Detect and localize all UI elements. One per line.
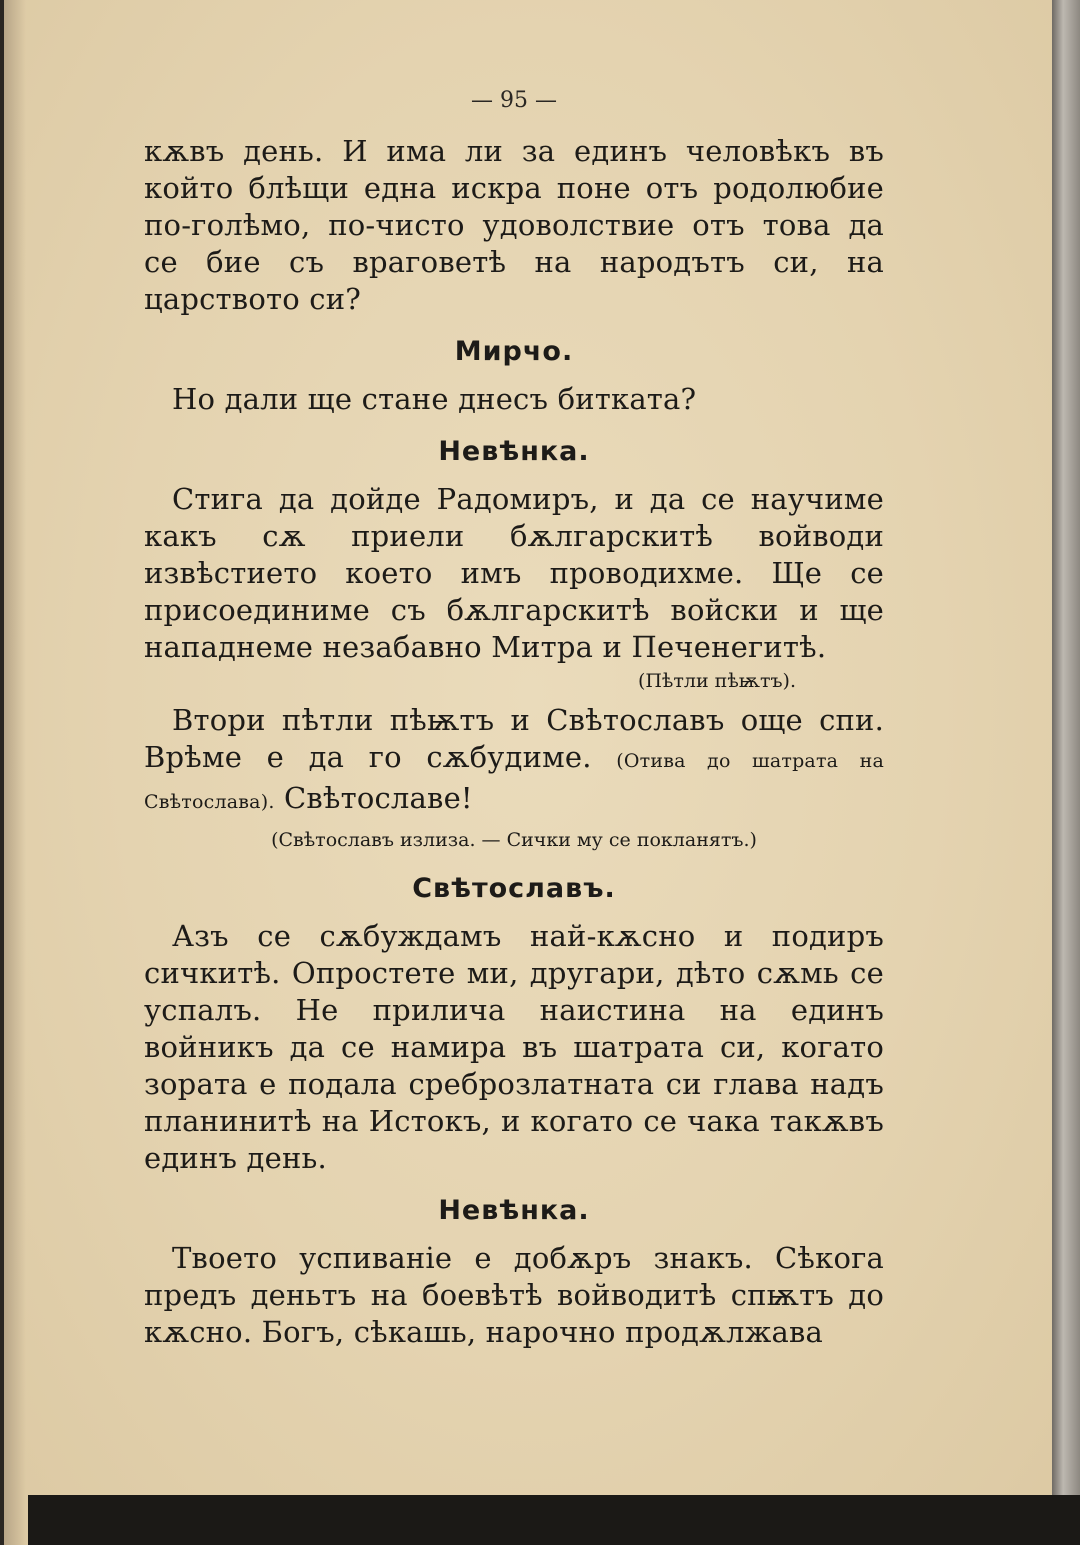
paragraph-text: Втори пѣтли пѣѭтъ и Свѣтославъ още спи. Врѣме е да го сѫбудиме. [144, 703, 884, 774]
inline-stage-direction: (Отива до шатрата на Свѣтослава). [144, 750, 884, 813]
speaker-name: Невѣнка. [438, 436, 590, 467]
speaker-name: Мирчо. [454, 336, 574, 367]
paragraph: Азъ се сѫбуждамъ най-кѫсно и подиръ сичкитѣ. Опростете ми, другари, дѣто сѫмь се успалъ. Не прилича наистина на единъ войникъ да се намира въ шатрата си, когато зората е подала среброзлатната си глава надъ планинитѣ на Истокъ, и когато се чака такѫвъ единъ день. [144, 919, 884, 1175]
paragraph [144, 702, 884, 821]
binding-band [28, 1495, 1080, 1545]
paragraph: Стига да дойде Радомиръ, и да се научиме какъ сѫ приели бѫлгарскитѣ войводи извѣстието което имъ проводихме. Ще се присоединиме съ бѫлгарскитѣ войски и ще нападнеме незабавно Митра и Печенегитѣ. [144, 482, 884, 664]
paragraph: Твоето успиванiе е добѫръ знакъ. Сѣкога предъ деньтъ на боевѣтѣ войводитѣ спѭтъ до кѫсно. Богъ, сѣкашь, нарочно продѫлжава [144, 1241, 884, 1349]
paragraph-text: Свѣтославе! [283, 781, 473, 815]
speaker-name: Свѣтославъ. [412, 873, 616, 904]
stage-direction: (Свѣтославъ излиза. — Сички му се покланятъ.) [271, 829, 757, 851]
speaker-name: Невѣнка. [438, 1195, 590, 1226]
page-edge [1052, 0, 1080, 1545]
page-number: — 95 — [471, 88, 557, 113]
paragraph: Но дали ще стане днесъ битката? [172, 382, 697, 416]
page-text [144, 80, 884, 1351]
stage-direction: (Пѣтли пѣѭтъ). [637, 670, 796, 692]
book-page [4, 0, 1056, 1545]
paragraph: кѫвъ день. И има ли за единъ человѣкъ въ който блѣщи една искра поне отъ родолюбие по-голѣмо, по-чисто удоволствие отъ това да се бие съ враговетѣ на народътъ си, на царството си? [144, 134, 884, 316]
